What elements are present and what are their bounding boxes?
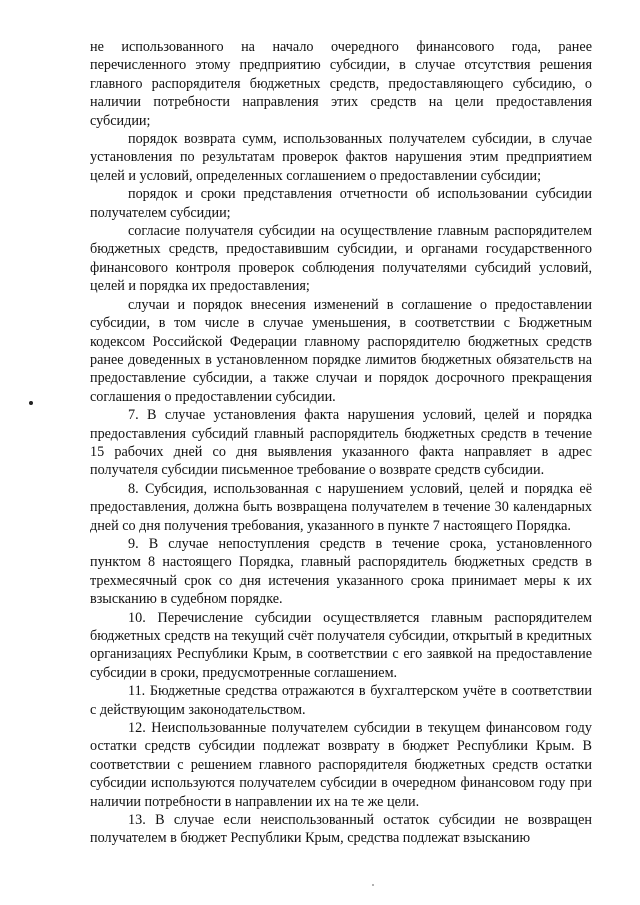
paragraph-continuation: не использованного на начало очередного финансового года, ранее перечисленного этому предприятию субсидии, в случае отсутствия решения главного распорядителя бюджетных средств, предоставляющего субсидию, о наличии потребности направления этих средств на цели предоставления субсидии; [90, 39, 592, 129]
paragraph-reporting: порядок и сроки представления отчетности об использовании субсидии получателем субсидии; [90, 186, 592, 221]
clause-13: 13. В случае если неиспользованный остаток субсидии не возвращен получателем в бюджет Республики Крым, средства подлежат взысканию [90, 812, 592, 847]
clause-7: 7. В случае установления факта нарушения условий, целей и порядка предоставления субсидий главный распорядитель бюджетных средств в течение 15 рабочих дней со дня выявления указанного факта направляет в адрес получателя субсидии письменное требование о возврате средств субсидии. [90, 407, 592, 479]
paragraph-refund-procedure: порядок возврата сумм, использованных получателем субсидии, в случае установления по результатам проверок фактов нарушения этим предприятием целей и условий, определенных соглашением о предоставлении субсидии; [90, 131, 592, 184]
clause-12: 12. Неиспользованные получателем субсидии в текущем финансовом году остатки средств субсидии подлежат возврату в бюджет Республики Крым. В соответствии с решением главного распорядителя бюджетных средств остатки субсидии используются получателем субсидии в очередном финансовом году при наличии потребности в направлении их на те же цели. [90, 720, 592, 810]
scan-artifact-speck [372, 884, 374, 886]
paragraph-consent-audit: согласие получателя субсидии на осуществление главным распорядителем бюджетных средств, предоставившим субсидии, и органами государственного финансового контроля проверок соблюдения получателями субсидий условий, целей и порядка их предоставления; [90, 223, 592, 295]
clause-9: 9. В случае непоступления средств в течение срока, установленного пунктом 8 настоящего Порядка, главный распорядитель бюджетных средств в трехмесячный срок со дня истечения указанного срока принимает меры к их взысканию в судебном порядке. [90, 535, 592, 608]
scan-artifact-dot [29, 401, 33, 405]
clause-11: 11. Бюджетные средства отражаются в бухгалтерском учёте в соответствии с действующим законодательством. [90, 683, 592, 718]
document-page [90, 38, 592, 848]
clause-10: 10. Перечисление субсидии осуществляется главным распорядителем бюджетных средств на текущий счёт получателя субсидии, открытый в кредитных организациях Республики Крым, в соответствии с его заявкой на предоставление субсидии в сроки, предусмотренные соглашением. [90, 609, 592, 681]
paragraph-amendments: случаи и порядок внесения изменений в соглашение о предоставлении субсидии, в том числе в случае уменьшения, в соответствии с Бюджетным кодексом Российской Федерации главному распорядителю бюджетных средств ранее доведенных в установленном порядке лимитов бюджетных обязательств на предоставление субсидии, а также случаи и порядок досрочного прекращения соглашения о предоставлении субсидии. [90, 296, 592, 405]
clause-8: 8. Субсидия, использованная с нарушением условий, целей и порядка её предоставления, должна быть возвращена получателем в течение 30 календарных дней со дня получения требования, указанного в пункте 7 настоящего Порядка. [90, 480, 592, 534]
